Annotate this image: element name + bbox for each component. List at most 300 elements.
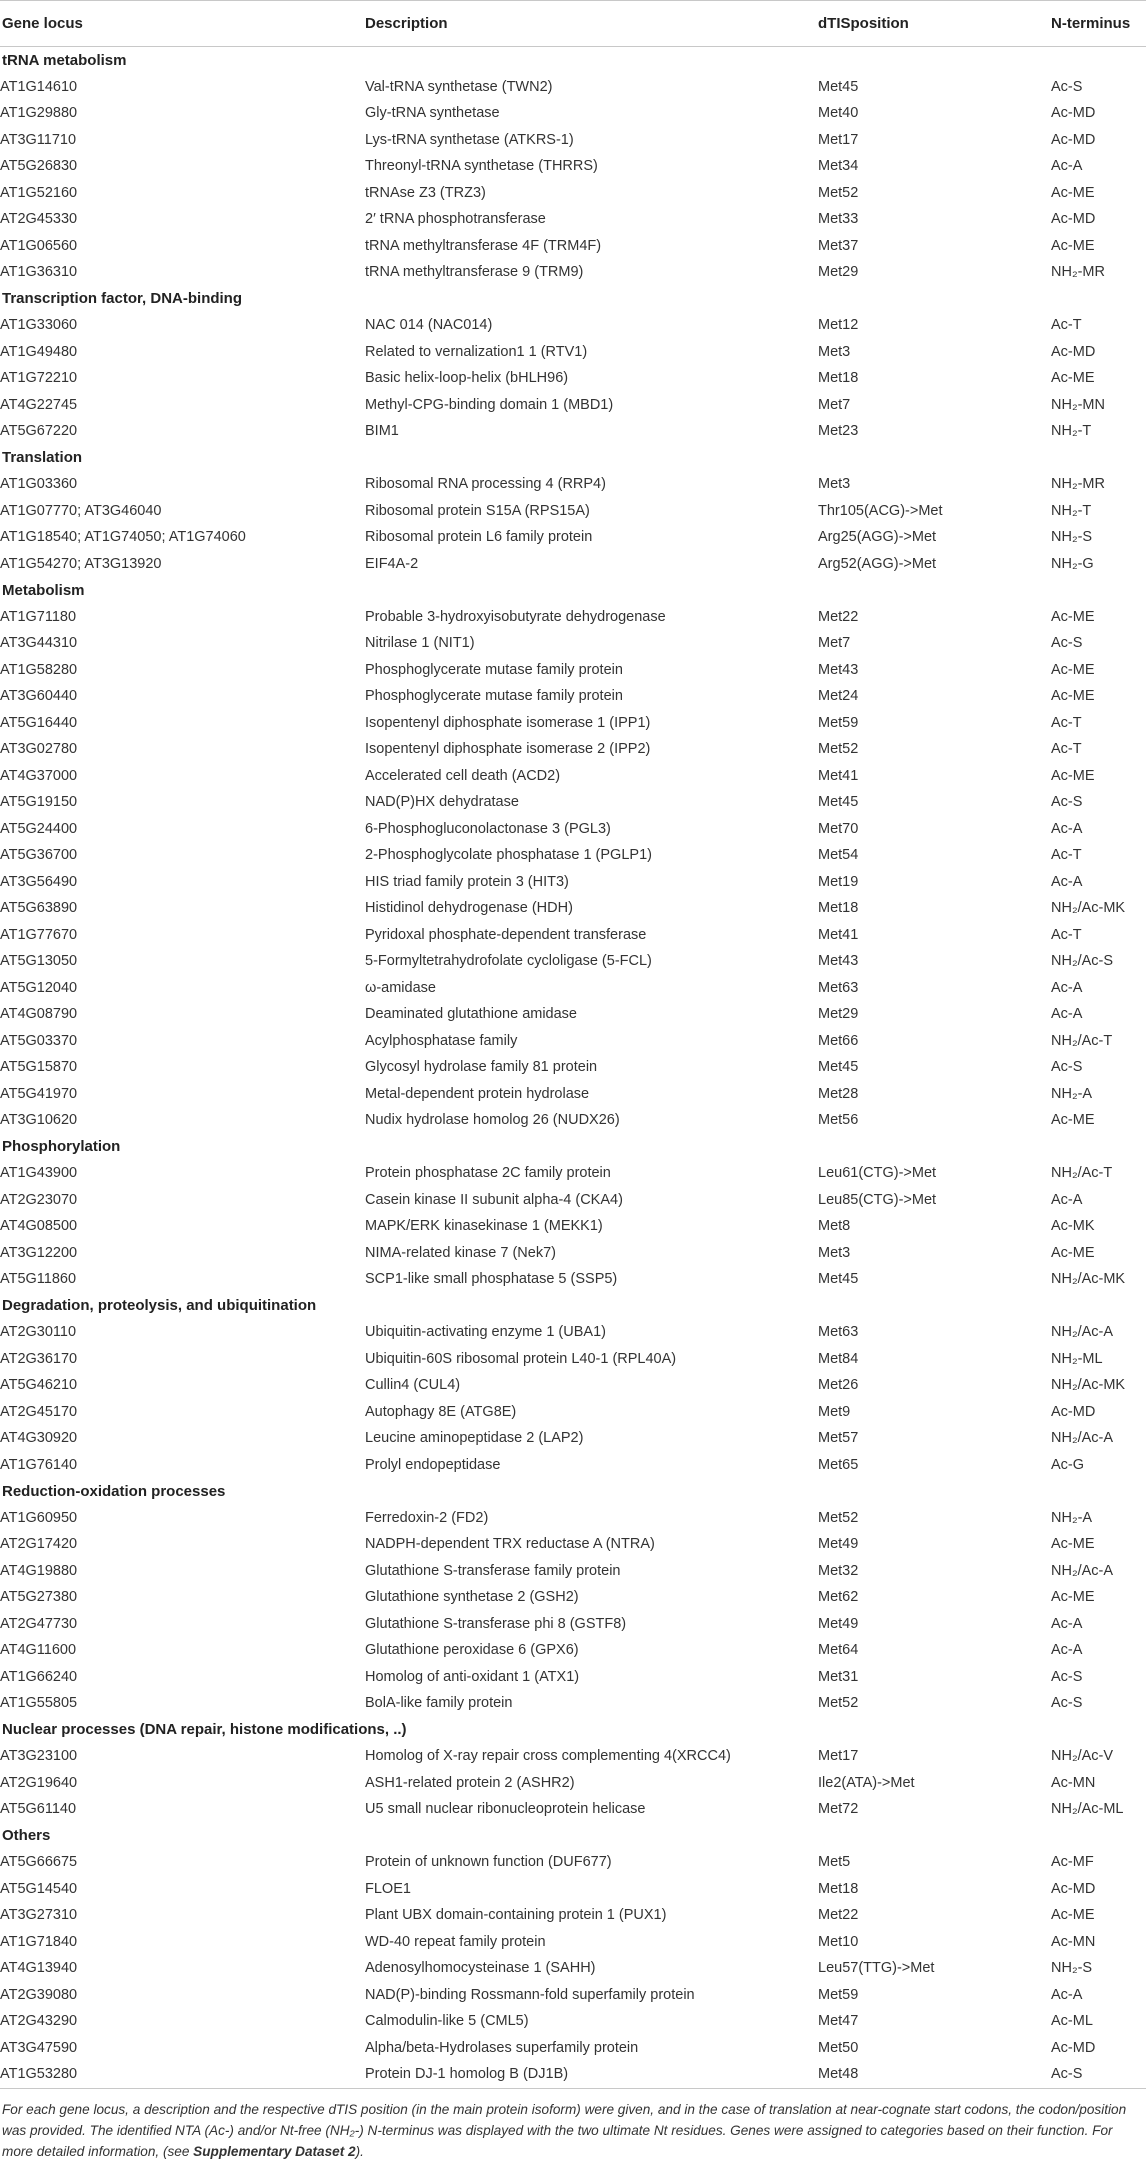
n-terminus-cell: Ac-T — [1051, 741, 1082, 758]
n-terminus-cell: Ac-T — [1051, 847, 1082, 864]
dtis-position-cell: Met32 — [818, 1562, 859, 1579]
description-cell: Glutathione peroxidase 6 (GPX6) — [365, 1642, 579, 1659]
table-row — [0, 74, 1146, 101]
dtis-position-cell: Met29 — [818, 1006, 859, 1023]
dtis-position-cell: Met5 — [818, 1854, 851, 1871]
table-row — [0, 869, 1146, 896]
gene-locus-cell: AT2G45170 — [0, 1403, 78, 1420]
gene-locus-cell: AT1G77670 — [0, 926, 78, 943]
table-row — [0, 2008, 1146, 2035]
gene-locus-cell: AT3G47590 — [0, 2039, 78, 2056]
gene-locus-cell: AT5G24400 — [0, 820, 78, 837]
gene-locus-cell: AT5G14540 — [0, 1880, 78, 1897]
n-terminus-cell: Ac-MF — [1051, 1854, 1094, 1871]
n-terminus-cell: Ac-ME — [1051, 688, 1095, 705]
gene-locus-cell: AT4G13940 — [0, 1960, 78, 1977]
table-row — [0, 153, 1146, 180]
gene-locus-cell: AT3G02780 — [0, 741, 78, 758]
dtis-position-cell: Met31 — [818, 1668, 859, 1685]
dtis-position-cell: Met47 — [818, 2013, 859, 2030]
table-row — [0, 206, 1146, 233]
dtis-position-cell: Met66 — [818, 1032, 859, 1049]
gene-locus-cell: AT1G03360 — [0, 476, 78, 493]
table-row — [0, 100, 1146, 127]
n-terminus-cell: Ac-ME — [1051, 608, 1095, 625]
n-terminus-cell: Ac-G — [1051, 1456, 1085, 1473]
n-terminus-cell: NH₂-ML — [1051, 1350, 1103, 1367]
table-row — [0, 524, 1146, 551]
n-terminus-cell: NH₂/Ac-T — [1051, 1032, 1113, 1049]
dtis-position-cell: Met29 — [818, 264, 859, 281]
footnote-link[interactable]: Supplementary Dataset 2 — [193, 2143, 356, 2159]
description-cell: Probable 3-hydroxyisobutyrate dehydrogenase — [365, 608, 666, 625]
dtis-position-cell: Met17 — [818, 1748, 859, 1765]
description-cell: Val-tRNA synthetase (TWN2) — [365, 78, 553, 95]
category-row — [0, 577, 1146, 604]
description-cell: Protein phosphatase 2C family protein — [365, 1165, 611, 1182]
gene-locus-cell: AT4G37000 — [0, 767, 78, 784]
gene-locus-cell: AT5G27380 — [0, 1589, 78, 1606]
table-row — [0, 1266, 1146, 1293]
table-row — [0, 1743, 1146, 1770]
table-row — [0, 1849, 1146, 1876]
description-cell: NIMA-related kinase 7 (Nek7) — [365, 1244, 556, 1261]
description-cell: Cullin4 (CUL4) — [365, 1377, 461, 1394]
n-terminus-cell: Ac-ME — [1051, 1907, 1095, 1924]
dtis-position-cell: Leu61(CTG)->Met — [818, 1165, 937, 1182]
dtis-position-cell: Met48 — [818, 2061, 1051, 2088]
description-cell: Lys-tRNA synthetase (ATKRS-1) — [365, 131, 574, 148]
gene-locus-cell: AT3G60440 — [0, 688, 78, 705]
n-terminus-cell: NH₂/Ac-ML — [1051, 1801, 1124, 1818]
header-description: Description — [365, 1, 818, 47]
n-terminus-cell: Ac-MD — [1051, 1403, 1096, 1420]
dtis-position-cell: Leu57(TTG)->Met — [818, 1960, 935, 1977]
dtis-position-cell: Met12 — [818, 317, 859, 334]
dtis-position-cell: Met18 — [818, 1880, 859, 1897]
gene-locus-cell: AT5G15870 — [0, 1059, 78, 1076]
dtis-position-cell: Met84 — [818, 1350, 859, 1367]
table-row — [0, 922, 1146, 949]
description-cell: 5-Formyltetrahydrofolate cycloligase (5-FCL) — [365, 953, 652, 970]
description-cell: MAPK/ERK kinasekinase 1 (MEKK1) — [365, 1218, 603, 1235]
gene-locus-cell: AT5G13050 — [0, 953, 78, 970]
n-terminus-cell: Ac-S — [1051, 1668, 1083, 1685]
n-terminus-cell: Ac-ME — [1051, 184, 1095, 201]
table-row — [0, 1399, 1146, 1426]
description-cell: Glutathione synthetase 2 (GSH2) — [365, 1589, 579, 1606]
n-terminus-cell: NH₂-S — [1051, 529, 1093, 546]
gene-locus-cell: AT5G67220 — [0, 423, 78, 440]
description-cell: Pyridoxal phosphate-dependent transferase — [365, 926, 647, 943]
description-cell: Threonyl-tRNA synthetase (THRRS) — [365, 158, 598, 175]
gene-locus-cell: AT2G17420 — [0, 1536, 78, 1553]
gene-locus-cell: AT1G66240 — [0, 1668, 78, 1685]
n-terminus-cell: NH₂/Ac-MK — [1051, 1271, 1126, 1288]
category-row — [0, 445, 1146, 472]
n-terminus-cell: Ac-A — [1051, 1191, 1083, 1208]
n-terminus-cell: NH₂-MR — [1051, 264, 1105, 281]
category-row — [0, 286, 1146, 313]
description-cell: Leucine aminopeptidase 2 (LAP2) — [365, 1430, 584, 1447]
table-row — [0, 339, 1146, 366]
description-cell: Ubiquitin-activating enzyme 1 (UBA1) — [365, 1324, 606, 1341]
description-cell: Casein kinase II subunit alpha-4 (CKA4) — [365, 1191, 623, 1208]
n-terminus-cell: Ac-MD — [1051, 2039, 1096, 2056]
dtis-position-cell: Met45 — [818, 78, 859, 95]
n-terminus-cell: Ac-T — [1051, 714, 1082, 731]
dtis-position-cell: Met10 — [818, 1933, 859, 1950]
n-terminus-cell: Ac-ME — [1051, 1244, 1095, 1261]
table-row — [0, 312, 1146, 339]
gene-locus-cell: AT2G43290 — [0, 2013, 78, 2030]
n-terminus-cell: Ac-A — [1051, 873, 1083, 890]
table-row — [0, 1001, 1146, 1028]
gene-locus-cell: AT1G49480 — [0, 343, 78, 360]
n-terminus-cell: Ac-S — [1051, 1695, 1083, 1712]
dtis-position-cell: Met22 — [818, 608, 859, 625]
description-cell: Homolog of X-ray repair cross complementing 4(XRCC4) — [365, 1748, 731, 1765]
description-cell: Accelerated cell death (ACD2) — [365, 767, 561, 784]
n-terminus-cell: Ac-A — [1051, 820, 1083, 837]
gene-locus-cell: AT3G10620 — [0, 1112, 78, 1129]
description-cell: Alpha/beta-Hydrolases superfamily protein — [365, 2039, 639, 2056]
dtis-position-cell: Met3 — [818, 476, 851, 493]
dtis-position-cell: Met49 — [818, 1536, 859, 1553]
dtis-position-cell: Arg52(AGG)->Met — [818, 555, 937, 572]
table-row — [0, 1028, 1146, 1055]
description-cell: NADPH-dependent TRX reductase A (NTRA) — [365, 1536, 655, 1553]
description-cell: U5 small nuclear ribonucleoprotein helicase — [365, 1801, 646, 1818]
dtis-position-cell: Met59 — [818, 1986, 859, 2003]
table-row — [0, 895, 1146, 922]
table-row — [0, 736, 1146, 763]
dtis-position-cell: Met52 — [818, 1509, 859, 1526]
table-row — [0, 1107, 1146, 1134]
gene-locus-cell: AT1G71180 — [0, 608, 77, 625]
table-row — [0, 1346, 1146, 1373]
table-row — [0, 1664, 1146, 1691]
table-row — [0, 604, 1146, 631]
table-row — [0, 1982, 1146, 2009]
dtis-position-cell: Met8 — [818, 1218, 851, 1235]
description-cell: Plant UBX domain-containing protein 1 (PUX1) — [365, 1907, 667, 1924]
dtis-position-cell: Met26 — [818, 1377, 859, 1394]
gene-locus-cell: AT3G44310 — [0, 635, 78, 652]
n-terminus-cell: Ac-ME — [1051, 370, 1095, 387]
description-cell: Ribosomal protein S15A (RPS15A) — [365, 502, 590, 519]
category-label: Translation — [2, 449, 83, 467]
dtis-position-cell: Ile2(ATA)->Met — [818, 1774, 915, 1791]
dtis-position-cell: Met34 — [818, 158, 859, 175]
n-terminus-cell: Ac-ME — [1051, 1589, 1095, 1606]
gene-locus-cell: AT3G23100 — [0, 1748, 78, 1765]
description-cell: tRNAse Z3 (TRZ3) — [365, 184, 486, 201]
dtis-position-cell: Met72 — [818, 1801, 859, 1818]
dtis-position-cell: Met62 — [818, 1589, 859, 1606]
header-dtis-position: dTISposition — [818, 1, 1051, 47]
table-body — [0, 47, 1146, 2089]
description-cell: Related to vernalization1 1 (RTV1) — [365, 343, 588, 360]
dtis-position-cell: Met23 — [818, 423, 859, 440]
description-cell: SCP1-like small phosphatase 5 (SSP5) — [365, 1271, 618, 1288]
gene-locus-cell: AT2G39080 — [0, 1986, 78, 2003]
n-terminus-cell: Ac-T — [1051, 317, 1082, 334]
table-row — [0, 1796, 1146, 1823]
table-row — [0, 1240, 1146, 1267]
n-terminus-cell: Ac-ME — [1051, 767, 1095, 784]
gene-locus-cell: AT5G26830 — [0, 158, 78, 175]
description-cell: Glycosyl hydrolase family 81 protein — [365, 1059, 598, 1076]
table-row — [0, 1558, 1146, 1585]
category-label: Nuclear processes (DNA repair, histone modifications, ..) — [2, 1721, 407, 1739]
table-row — [0, 1505, 1146, 1532]
gene-locus-cell: AT1G14610 — [0, 78, 78, 95]
description-cell: Homolog of anti-oxidant 1 (ATX1) — [365, 1668, 580, 1685]
n-terminus-cell: Ac-S — [1051, 794, 1083, 811]
dtis-position-cell: Met45 — [818, 794, 859, 811]
n-terminus-cell: NH₂/Ac-MK — [1051, 900, 1126, 917]
n-terminus-cell: NH₂-A — [1051, 1509, 1093, 1526]
n-terminus-cell: NH₂/Ac-S — [1051, 953, 1114, 970]
footnote-text: For each gene locus, a description and the respective dTIS position (in the main protein isoform) were given, and in the case of translation at near-cognate start codons, the codon/position was provided. The identified NTA (Ac-) and/or Nt-free (NH₂-) N-terminus was displayed with the two ultimate Nt residues. Genes were assigned to categories based on their function. For more detailed information, (see — [2, 2101, 1127, 2159]
gene-locus-cell: AT2G47730 — [0, 1615, 78, 1632]
n-terminus-cell: Ac-MD — [1051, 105, 1096, 122]
description-cell: Ubiquitin-60S ribosomal protein L40-1 (RPL40A) — [365, 1350, 677, 1367]
description-cell: Gly-tRNA synthetase — [365, 105, 500, 122]
n-terminus-cell: Ac-A — [1051, 979, 1083, 996]
dtis-position-cell: Thr105(ACG)->Met — [818, 502, 943, 519]
n-terminus-cell: NH₂/Ac-T — [1051, 1165, 1113, 1182]
gene-locus-cell: AT5G19150 — [0, 794, 78, 811]
table-row — [0, 471, 1146, 498]
gene-locus-cell: AT5G46210 — [0, 1377, 78, 1394]
gene-locus-cell: AT1G07770; AT3G46040 — [0, 502, 162, 519]
description-cell: Isopentenyl diphosphate isomerase 2 (IPP2) — [365, 741, 651, 758]
dtis-position-cell: Met41 — [818, 926, 859, 943]
description-cell: Isopentenyl diphosphate isomerase 1 (IPP1) — [365, 714, 651, 731]
category-label: tRNA metabolism — [2, 51, 127, 69]
category-row — [0, 1134, 1146, 1161]
table-row — [0, 1955, 1146, 1982]
description-cell: NAD(P)-binding Rossmann-fold superfamily protein — [365, 1986, 695, 2003]
gene-locus-cell: AT1G60950 — [0, 1509, 78, 1526]
gene-locus-cell: AT3G27310 — [0, 1907, 78, 1924]
table-row — [0, 1372, 1146, 1399]
footnote-end: ). — [355, 2143, 364, 2159]
table-row — [0, 1081, 1146, 1108]
table-row — [0, 710, 1146, 737]
n-terminus-cell: NH₂-MR — [1051, 476, 1105, 493]
header-n-terminus: N-terminus — [1051, 1, 1146, 47]
table-row — [0, 1213, 1146, 1240]
gene-locus-cell: AT1G72210 — [0, 370, 78, 387]
table-row — [0, 1637, 1146, 1664]
gene-locus-cell: AT5G11860 — [0, 1271, 77, 1288]
table-row — [0, 1902, 1146, 1929]
dtis-position-cell: Met37 — [818, 237, 859, 254]
description-cell: HIS triad family protein 3 (HIT3) — [365, 873, 569, 890]
dtis-position-cell: Met17 — [818, 131, 859, 148]
n-terminus-cell: Ac-ME — [1051, 661, 1095, 678]
description-cell: Phosphoglycerate mutase family protein — [365, 661, 623, 678]
dtis-position-cell: Met45 — [818, 1059, 859, 1076]
gene-locus-cell: AT5G16440 — [0, 714, 78, 731]
description-cell: Prolyl endopeptidase — [365, 1456, 501, 1473]
dtis-position-cell: Met40 — [818, 105, 859, 122]
header-gene-locus: Gene locus — [0, 1, 365, 47]
gene-locus-cell: AT1G53280 — [0, 2061, 365, 2088]
dtis-position-cell: Arg25(AGG)->Met — [818, 529, 937, 546]
table-row — [0, 1187, 1146, 1214]
description-cell: Protein DJ-1 homolog B (DJ1B) — [365, 2061, 818, 2088]
gene-locus-cell: AT2G23070 — [0, 1191, 78, 1208]
n-terminus-cell: Ac-S — [1051, 635, 1083, 652]
description-cell: ω-amidase — [365, 979, 436, 996]
dtis-position-cell: Met22 — [818, 1907, 859, 1924]
description-cell: Autophagy 8E (ATG8E) — [365, 1403, 517, 1420]
table-row — [0, 975, 1146, 1002]
gene-locus-cell: AT4G11600 — [0, 1642, 77, 1659]
n-terminus-cell: Ac-MD — [1051, 343, 1096, 360]
description-cell: FLOE1 — [365, 1880, 411, 1897]
category-label: Reduction-oxidation processes — [2, 1482, 226, 1500]
dtis-position-cell: Met7 — [818, 635, 851, 652]
n-terminus-cell: Ac-MK — [1051, 1218, 1095, 1235]
table-row — [0, 1611, 1146, 1638]
dtis-position-cell: Met57 — [818, 1430, 859, 1447]
category-row — [0, 1478, 1146, 1505]
description-cell: NAD(P)HX dehydratase — [365, 794, 519, 811]
table-row — [0, 1160, 1146, 1187]
n-terminus-cell: Ac-A — [1051, 1642, 1083, 1659]
table-footnote — [0, 2089, 1144, 2162]
dtis-position-cell: Met24 — [818, 688, 859, 705]
dtis-position-cell: Met59 — [818, 714, 859, 731]
gene-locus-cell: AT5G12040 — [0, 979, 78, 996]
gene-locus-cell: AT1G43900 — [0, 1165, 78, 1182]
dtis-position-cell: Met9 — [818, 1403, 851, 1420]
gene-locus-cell: AT4G30920 — [0, 1430, 78, 1447]
description-cell: Nitrilase 1 (NIT1) — [365, 635, 475, 652]
category-row — [0, 1823, 1146, 1850]
gene-locus-cell: AT4G22745 — [0, 396, 78, 413]
category-row — [0, 47, 1146, 74]
category-label: Transcription factor, DNA-binding — [2, 290, 243, 308]
dtis-position-cell: Met63 — [818, 979, 859, 996]
dtis-position-cell: Met33 — [818, 211, 859, 228]
category-label: Phosphorylation — [2, 1138, 121, 1156]
n-terminus-cell: NH₂/Ac-A — [1051, 1430, 1114, 1447]
description-cell: 2-Phosphoglycolate phosphatase 1 (PGLP1) — [365, 847, 652, 864]
n-terminus-cell: Ac-ME — [1051, 1112, 1095, 1129]
n-terminus-cell: Ac-T — [1051, 926, 1082, 943]
description-cell: Adenosylhomocysteinase 1 (SAHH) — [365, 1960, 596, 1977]
gene-locus-cell: AT5G66675 — [0, 1854, 78, 1871]
n-terminus-cell: NH₂/Ac-MK — [1051, 1377, 1126, 1394]
dtis-position-cell: Met28 — [818, 1085, 859, 1102]
table-row — [0, 551, 1146, 578]
gene-locus-cell: AT4G08500 — [0, 1218, 78, 1235]
table-row — [0, 392, 1146, 419]
table-row — [0, 1584, 1146, 1611]
description-cell: tRNA methyltransferase 4F (TRM4F) — [365, 237, 602, 254]
n-terminus-cell: Ac-MD — [1051, 211, 1096, 228]
dtis-position-cell: Met52 — [818, 184, 859, 201]
table-row — [0, 127, 1146, 154]
n-terminus-cell: Ac-A — [1051, 1986, 1083, 2003]
dtis-position-cell: Met54 — [818, 847, 859, 864]
n-terminus-cell: NH₂-T — [1051, 423, 1092, 440]
n-terminus-cell: Ac-A — [1051, 1006, 1083, 1023]
gene-locus-cell: AT1G76140 — [0, 1456, 78, 1473]
description-cell: Acylphosphatase family — [365, 1032, 518, 1049]
description-cell: EIF4A-2 — [365, 555, 419, 572]
dtis-position-cell: Met52 — [818, 1695, 859, 1712]
n-terminus-cell: Ac-MD — [1051, 1880, 1096, 1897]
n-terminus-cell: NH₂/Ac-A — [1051, 1324, 1114, 1341]
description-cell: Glutathione S-transferase phi 8 (GSTF8) — [365, 1615, 627, 1632]
gene-locus-cell: AT3G11710 — [0, 131, 77, 148]
table-row — [0, 630, 1146, 657]
n-terminus-cell: Ac-MN — [1051, 1774, 1096, 1791]
description-cell: BolA-like family protein — [365, 1695, 513, 1712]
dtis-position-cell: Met49 — [818, 1615, 859, 1632]
table-row — [0, 2061, 1146, 2088]
gene-locus-cell: AT1G52160 — [0, 184, 78, 201]
table-row — [0, 948, 1146, 975]
gene-locus-cell: AT2G30110 — [0, 1324, 77, 1341]
gene-locus-cell: AT1G29880 — [0, 105, 78, 122]
gene-locus-cell: AT1G06560 — [0, 237, 78, 254]
n-terminus-cell: Ac-ME — [1051, 237, 1095, 254]
table-row — [0, 789, 1146, 816]
description-cell: Metal-dependent protein hydrolase — [365, 1085, 590, 1102]
table-row — [0, 233, 1146, 260]
gene-locus-cell: AT5G36700 — [0, 847, 78, 864]
table-row — [0, 842, 1146, 869]
dtis-position-cell: Met3 — [818, 1244, 851, 1261]
dtis-position-cell: Met18 — [818, 370, 859, 387]
n-terminus-cell: Ac-A — [1051, 1615, 1083, 1632]
gene-locus-cell: AT2G45330 — [0, 211, 78, 228]
table-row — [0, 498, 1146, 525]
dtis-position-cell: Met63 — [818, 1324, 859, 1341]
dtis-position-cell: Met41 — [818, 767, 859, 784]
n-terminus-cell: NH₂-MN — [1051, 396, 1105, 413]
description-cell: Nudix hydrolase homolog 26 (NUDX26) — [365, 1112, 620, 1129]
dtis-position-cell: Met18 — [818, 900, 859, 917]
dtis-position-cell: Met19 — [818, 873, 859, 890]
gene-locus-cell: AT1G71840 — [0, 1933, 78, 1950]
table-row — [0, 763, 1146, 790]
table-row — [0, 1770, 1146, 1797]
dtis-position-cell: Met70 — [818, 820, 859, 837]
gene-locus-cell: AT1G54270; AT3G13920 — [0, 555, 162, 572]
n-terminus-cell: Ac-A — [1051, 158, 1083, 175]
table-row — [0, 365, 1146, 392]
gene-locus-cell: AT5G41970 — [0, 1085, 78, 1102]
gene-locus-cell: AT5G63890 — [0, 900, 78, 917]
gene-locus-cell: AT1G33060 — [0, 317, 78, 334]
dtis-position-cell: Met3 — [818, 343, 851, 360]
table-row — [0, 1319, 1146, 1346]
table-row — [0, 1452, 1146, 1479]
table-row — [0, 1876, 1146, 1903]
gene-locus-cell: AT5G61140 — [0, 1801, 77, 1818]
dtis-position-cell: Met64 — [818, 1642, 859, 1659]
category-label: Metabolism — [2, 581, 85, 599]
